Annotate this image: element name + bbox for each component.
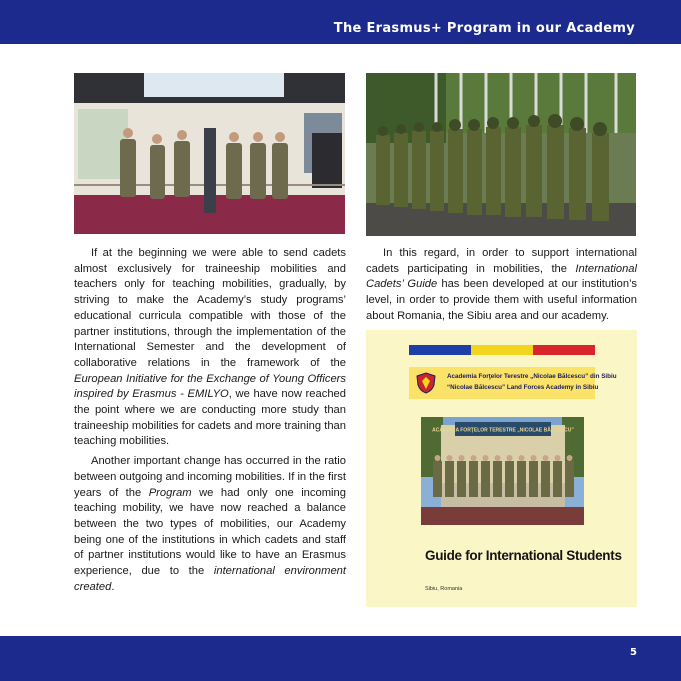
paragraph: Another important change has occurred in the ratio between outgoing and incoming mobilities. If in the first years of the Program we had only one incoming teaching mobility, we have now reached a balance between the two types of mobilities, our Academy being one of the institutions in which cadets and staff of partner institutions would like to have an Erasmus experience, due to the international environment created. [74, 455, 346, 593]
academy-group-photo [421, 417, 584, 525]
paragraph: In this regard, in order to support international cadets participating in mobilities, the International Cadets’ Guide has been developed at our institution’s level, in order to provide them with useful information about Romania, the Sibiu area and our academy. [366, 247, 637, 322]
right-text-column [366, 246, 637, 329]
soldiers-formation-photo [366, 73, 636, 236]
guide-cover [366, 330, 637, 607]
section-title: The Erasmus+ Program in our Academy [333, 21, 635, 36]
building-sign: ACADEMIA FORŢELOR TERESTRE „NICOLAE BĂLCESCU” [432, 427, 574, 434]
institution-name-ro: Academia Forţelor Terestre „Nicolae Bălcescu” din Sibiu [447, 373, 617, 380]
guide-title: Guide for International Students [425, 548, 622, 563]
header-band [0, 0, 681, 44]
crest-icon [415, 372, 437, 394]
guide-location: Sibiu, Romania [425, 586, 463, 592]
page-number: 5 [630, 647, 637, 658]
institution-banner [409, 367, 617, 399]
tricolor-bar [409, 345, 595, 355]
cadets-indoor-photo [74, 73, 345, 234]
paragraph: If at the beginning we were able to send cadets almost exclusively for traineeship mobilities and teachers only for teaching mobilities, gradually, by striving to make the Academy’s study programs’ educational curricula compatible with those of the partner institutions, through the implementation of the International Semester and the development of collaborative relations in the framework of the European Initiative for the Exchange of Young Officers inspired by Erasmus - EMILYO, we have now reached the point where we are conducting more study than traineeship mobilities for cadets and more training than teaching mobilities. [74, 247, 346, 448]
institution-name-en: “Nicolae Bălcescu” Land Forces Academy in Sibiu [447, 384, 599, 391]
footer-band [0, 636, 681, 681]
left-text-column [74, 246, 346, 599]
